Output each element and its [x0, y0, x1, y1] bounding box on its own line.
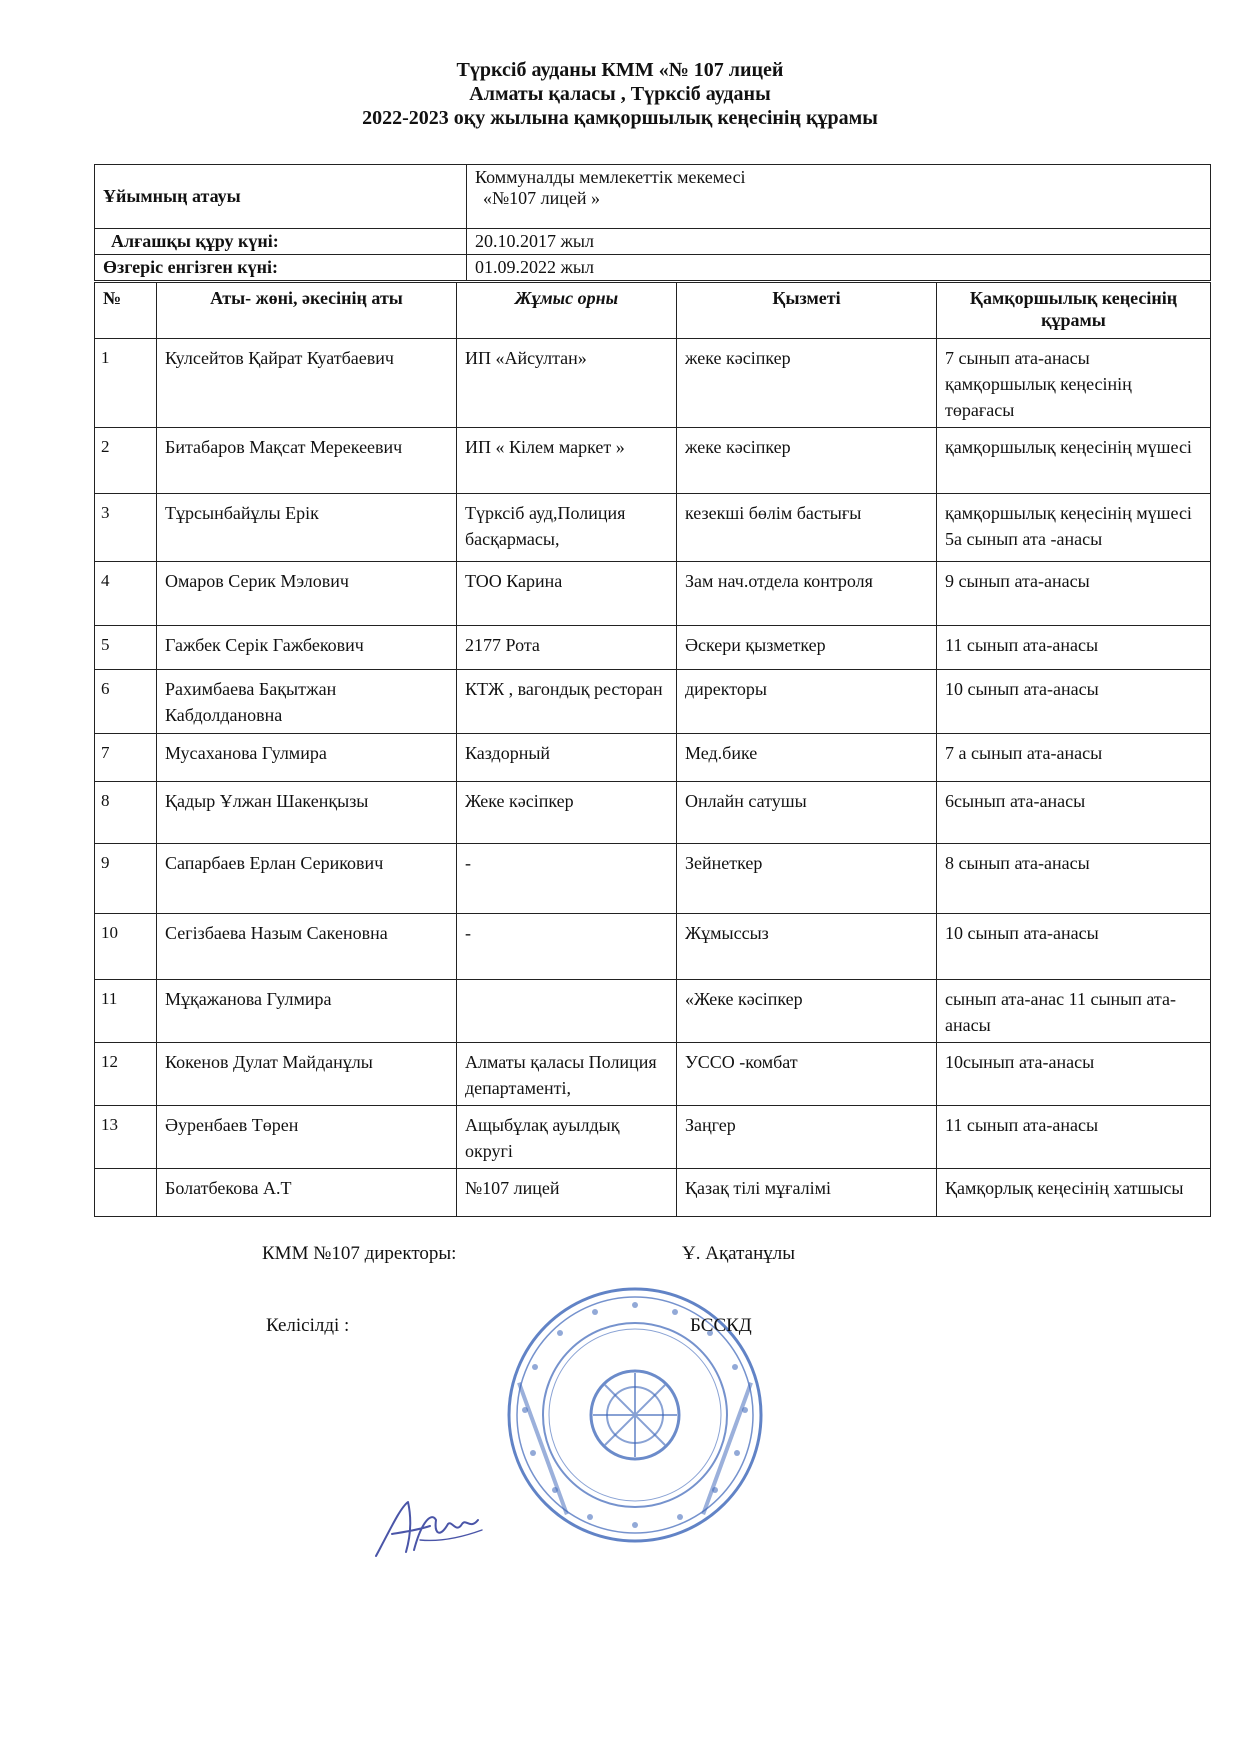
meta-row-org [95, 165, 1211, 229]
cell-work: Түрксіб ауд,Полиция басқармасы, [457, 494, 677, 562]
cell-name: Кокенов Дулат Майданұлы [157, 1043, 457, 1106]
header-num: № [95, 283, 157, 339]
cell-name: Мұқажанова Гулмира [157, 980, 457, 1043]
header-line-2: Алматы қаласы , Түрксіб ауданы [469, 83, 771, 105]
cell-num: 6 [95, 670, 157, 734]
cell-work [457, 980, 677, 1043]
cell-role: Қамқорлық кеңесінің хатшысы [937, 1169, 1211, 1217]
table-row [95, 914, 1211, 980]
header-role: Қамқоршылық кеңесінің құрамы [937, 283, 1211, 339]
org-value-line-2: «№107 лицей » [483, 188, 601, 208]
cell-work: - [457, 914, 677, 980]
document-header [0, 58, 1240, 130]
cell-role: 10 сынып ата-анасы [937, 670, 1211, 734]
table-row [95, 428, 1211, 494]
cell-work: Ащыбұлақ ауылдық округі [457, 1106, 677, 1169]
cell-num: 4 [95, 562, 157, 626]
table-row [95, 626, 1211, 670]
table-row [95, 980, 1211, 1043]
table-row [95, 494, 1211, 562]
cell-role: қамқоршылық кеңесінің мүшесі 5а сынып ата -анасы [937, 494, 1211, 562]
cell-position: УССО -комбат [677, 1043, 937, 1106]
cell-num: 2 [95, 428, 157, 494]
table-header-row [95, 283, 1211, 339]
changed-label: Өзгеріс енгізген күні: [95, 255, 467, 281]
cell-num: 1 [95, 339, 157, 428]
cell-num: 7 [95, 734, 157, 782]
cell-role: 10 сынып ата-анасы [937, 914, 1211, 980]
cell-role: 7 сынып ата-анасы қамқоршылық кеңесінің төрағасы [937, 339, 1211, 428]
cell-role: сынып ата-анас 11 сынып ата-анасы [937, 980, 1211, 1043]
cell-role: 7 а сынып ата-анасы [937, 734, 1211, 782]
changed-value: 01.09.2022 жыл [467, 255, 1211, 281]
director-name: Ұ. Ақатанұлы [682, 1243, 795, 1264]
table-row [95, 734, 1211, 782]
cell-num: 10 [95, 914, 157, 980]
cell-name: Болатбекова А.Т [157, 1169, 457, 1217]
cell-num [95, 1169, 157, 1217]
cell-name: Тұрсынбайұлы Ерік [157, 494, 457, 562]
cell-work: Жеке кәсіпкер [457, 782, 677, 844]
cell-position: жеке кәсіпкер [677, 428, 937, 494]
table-row [95, 1169, 1211, 1217]
org-label: Ұйымның атауы [95, 165, 467, 229]
meta-row-changed [95, 255, 1211, 281]
agreed-label: Келісілді : [266, 1315, 350, 1336]
cell-name: Гажбек Серік Гажбекович [157, 626, 457, 670]
header-name: Аты- жөні, әкесінің аты [157, 283, 457, 339]
cell-work: Каздорный [457, 734, 677, 782]
cell-position: кезекші бөлім бастығы [677, 494, 937, 562]
cell-work: №107 лицей [457, 1169, 677, 1217]
table-row [95, 844, 1211, 914]
cell-name: Сапарбаев Ерлан Серикович [157, 844, 457, 914]
table-row [95, 670, 1211, 734]
table-body [95, 339, 1211, 1217]
cell-name: Әуренбаев Төрен [157, 1106, 457, 1169]
cell-role: 9 сынып ата-анасы [937, 562, 1211, 626]
header-work: Жұмыс орны [457, 283, 677, 339]
cell-role: 10сынып ата-анасы [937, 1043, 1211, 1106]
cell-work: 2177 Рота [457, 626, 677, 670]
cell-num: 12 [95, 1043, 157, 1106]
cell-role: 8 сынып ата-анасы [937, 844, 1211, 914]
cell-work: ИП «Айсултан» [457, 339, 677, 428]
org-value-line-1: Коммуналды мемлекеттік мекемесі [475, 167, 746, 187]
meta-row-created [95, 229, 1211, 255]
cell-position: директоры [677, 670, 937, 734]
header-position: Қызметі [677, 283, 937, 339]
cell-position: Қазақ тілі мұғалімі [677, 1169, 937, 1217]
director-label: КММ №107 директоры: [262, 1243, 457, 1264]
cell-position: Заңгер [677, 1106, 937, 1169]
signature [370, 1490, 490, 1570]
cell-work: - [457, 844, 677, 914]
cell-role: 11 сынып ата-анасы [937, 626, 1211, 670]
cell-num: 9 [95, 844, 157, 914]
header-line-3: 2022-2023 оқу жылына қамқоршылық кеңесінің құрамы [362, 107, 878, 129]
created-value: 20.10.2017 жыл [467, 229, 1211, 255]
cell-num: 5 [95, 626, 157, 670]
table-row [95, 562, 1211, 626]
cell-work: ТОО Карина [457, 562, 677, 626]
cell-name: Рахимбаева Бақытжан Кабдолдановна [157, 670, 457, 734]
cell-work: ИП « Кілем маркет » [457, 428, 677, 494]
cell-role: қамқоршылық кеңесінің мүшесі [937, 428, 1211, 494]
table-row [95, 782, 1211, 844]
council-members-table [94, 282, 1211, 1217]
cell-num: 11 [95, 980, 157, 1043]
cell-position: Зейнеткер [677, 844, 937, 914]
cell-position: Зам нач.отдела контроля [677, 562, 937, 626]
cell-num: 8 [95, 782, 157, 844]
organization-info-table [94, 164, 1211, 281]
cell-position: жеке кәсіпкер [677, 339, 937, 428]
cell-position: Әскери қызметкер [677, 626, 937, 670]
cell-name: Битабаров Мақсат Мерекеевич [157, 428, 457, 494]
agreed-org: БССКД [690, 1315, 752, 1336]
org-value [467, 165, 1211, 229]
cell-name: Кулсейтов Қайрат Куатбаевич [157, 339, 457, 428]
cell-position: Онлайн сатушы [677, 782, 937, 844]
cell-num: 13 [95, 1106, 157, 1169]
cell-num: 3 [95, 494, 157, 562]
cell-work: Алматы қаласы Полиция департаменті, [457, 1043, 677, 1106]
cell-role: 11 сынып ата-анасы [937, 1106, 1211, 1169]
cell-name: Сегізбаева Назым Сакеновна [157, 914, 457, 980]
cell-work: КТЖ , вагондық ресторан [457, 670, 677, 734]
table-row [95, 1106, 1211, 1169]
cell-position: Мед.бике [677, 734, 937, 782]
cell-position: «Жеке кәсіпкер [677, 980, 937, 1043]
cell-name: Омаров Серик Мэлович [157, 562, 457, 626]
table-row [95, 339, 1211, 428]
created-label: Алғашқы құру күні: [95, 229, 467, 255]
cell-name: Мусаханова Гулмира [157, 734, 457, 782]
cell-position: Жұмыссыз [677, 914, 937, 980]
header-line-1: Түрксіб ауданы КММ «№ 107 лицей [456, 59, 784, 81]
table-row [95, 1043, 1211, 1106]
cell-role: 6сынып ата-анасы [937, 782, 1211, 844]
cell-name: Қадыр Ұлжан Шакенқызы [157, 782, 457, 844]
